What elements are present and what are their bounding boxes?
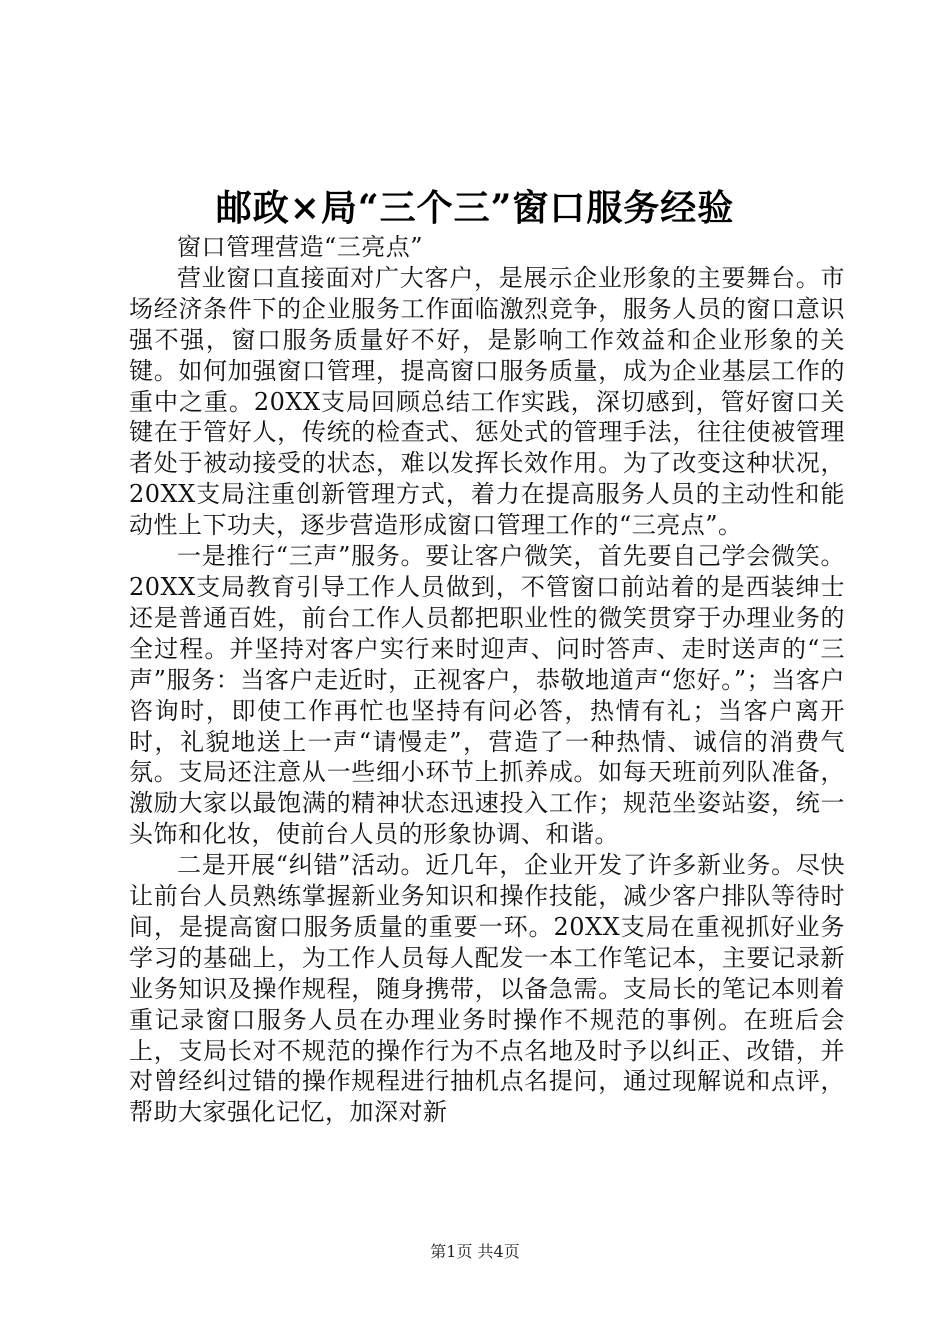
section-heading: 窗口管理营造“三亮点” bbox=[177, 233, 424, 261]
paragraph-intro: 营业窗口直接面对广大客户，是展示企业形象的主要舞台。市场经济条件下的企业服务工作面临激烈竞争，服务人员的窗口意识强不强，窗口服务质量好不好，是影响工作效益和企业形象的关键。如何加强窗口管理，提高窗口服务质量，成为企业基层工作的重中之重。20XX支局回顾总结工作实践，深切感到，管好窗口关键在于管好人，传统的检查式、惩处式的管理手法，往往使被管理者处于被动接受的状态，难以发挥长效作用。为了改变这种状况，20XX支局注重创新管理方式，着力在提高服务人员的主动性和能动性上下功夫，逐步营造形成窗口管理工作的“三亮点”。 bbox=[129, 263, 845, 540]
document-title: 邮政×局“三个三”窗口服务经验 bbox=[215, 187, 735, 229]
document-body bbox=[129, 232, 845, 1128]
page-number-footer: 第1页 共4页 bbox=[430, 1242, 520, 1261]
paragraph-point-one: 一是推行“三声”服务。要让客户微笑，首先要自己学会微笑。20XX支局教育引导工作人员做到，不管窗口前站着的是西装绅士还是普通百姓，前台工作人员都把职业性的微笑贯穿于办理业务的全过程。并坚持对客户实行来时迎声、问时答声、走时送声的“三声”服务：当客户走近时，正视客户，恭敬地道声“您好。”；当客户咨询时，即使工作再忙也坚持有问必答，热情有礼；当客户离开时，礼貌地送上一声“请慢走”，营造了一种热情、诚信的消费气氛。支局还注意从一些细小环节上抓养成。如每天班前列队准备，激励大家以最饱满的精神状态迅速投入工作；规范坐姿站姿，统一头饰和化妆，使前台人员的形象协调、和谐。 bbox=[129, 542, 845, 849]
paragraph-point-two: 二是开展“纠错”活动。近几年，企业开发了许多新业务。尽快让前台人员熟练掌握新业务知识和操作技能，减少客户排队等待时间，是提高窗口服务质量的重要一环。20XX支局在重视抓好业务学习的基础上，为工作人员每人配发一本工作笔记本，主要记录新业务知识及操作规程，随身携带，以备急需。支局长的笔记本则着重记录窗口服务人员在办理业务时操作不规范的事例。在班后会上，支局长对不规范的操作行为不点名地及时予以纠正、改错，并对曾经纠过错的操作规程进行抽机点名提问，通过现解说和点评，帮助大家强化记忆，加深对新 bbox=[129, 851, 845, 1127]
